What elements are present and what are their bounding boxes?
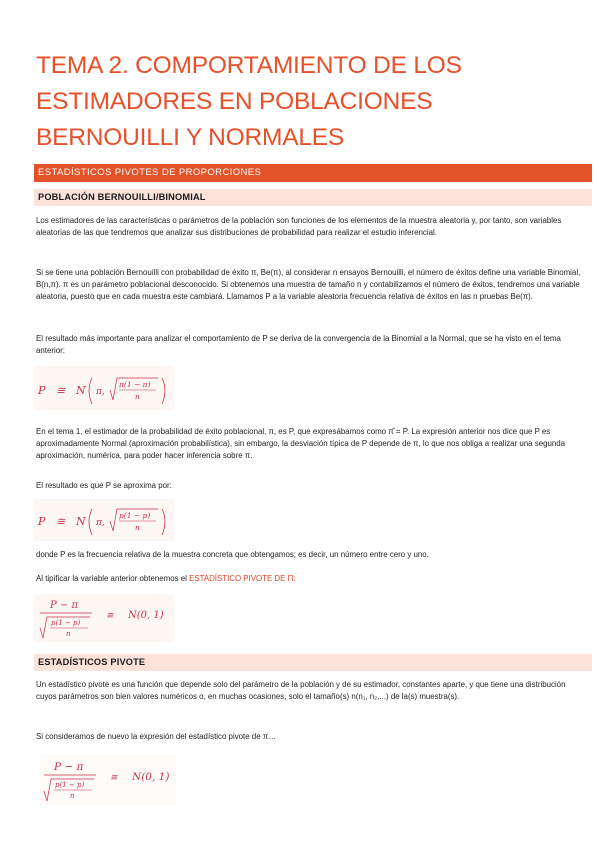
formula-root-numerator: p(1 − p) (51, 619, 81, 627)
formula-mean: π, (96, 518, 105, 528)
pivot-statistic-link-text: ESTADÍSTICO PIVOTE DE Π: (189, 574, 296, 583)
formula-standard-normal: N(0, 1) (132, 771, 170, 783)
formula-approx-symbol: ≅ (56, 515, 66, 528)
paragraph-estimator-pi-hat: En el tema 1, el estimador de la probabilidad de éxito poblacional, π, es P, que expresábamos como π̂ = P. La expresión anterior nos dice que P es aproximadamente Normal (aproximación probabilística), sin embargo, la desviación típica de P depende de π, lo que nos obliga a realizar una segunda aproximación, numérica, para poder hacer inferencia sobre π. (36, 427, 566, 461)
section-header-proportions: ESTADÍSTICOS PIVOTES DE PROPORCIONES (34, 164, 592, 182)
formula-approx-symbol: ≅ (56, 384, 66, 397)
paragraph-pivot-definition: Un estadístico pivote es una función que depende solo del parámetro de la población y de su estimador, constantes aparte, y que tiene una distribución cuyos parámetros son bien valores numéricos o, en muchas ocasiones, solo el tamaño(s) n(n₁, n₂,...) de la(s) muestra(s). (36, 680, 566, 702)
formula-variance-denominator: n (135, 523, 140, 532)
paragraph-relative-frequency: donde P es la frecuencia relativa de la muestra concreta que obtengamos; es decir, un número entre cero y uno. (36, 550, 429, 559)
document-title: TEMA 2. COMPORTAMIENTO DE LOS ESTIMADORES EN POBLACIONES BERNOUILLI Y NORMALES (36, 52, 462, 151)
formula-mean: π, (96, 387, 105, 397)
formula-pivot-statistic-repeat (40, 755, 176, 805)
formula-pivot-statistic (34, 594, 174, 642)
formula-variance-numerator: p(1 − p) (119, 511, 151, 520)
formula-approx-symbol: ≅ (106, 611, 114, 621)
formula-approx-symbol: ≅ (110, 773, 118, 783)
standardize-text: Al tipificar la variable anterior obtenemos el (36, 574, 190, 583)
paragraph-pivot-again: Si consideramos de nuevo la expresión del estadístico pivote de π… (36, 732, 277, 741)
formula-numerator: P − π (54, 761, 84, 773)
paragraph-approximation-result: El resultado es que P se aproxima por: (36, 481, 172, 490)
formula-normal-symbol: N (76, 515, 86, 528)
subheading-bernouilli-binomial: POBLACIÓN BERNOUILLI/BINOMIAL (34, 189, 592, 206)
formula-numerator: P − π (50, 600, 79, 611)
formula-root-numerator: p(1 − p) (55, 781, 85, 789)
paragraph-estimators: Los estimadores de las características o parámetros de la población son funciones de los elementos de la muestra aleatoria y, por tanto, son variables aleatorias de las que tendremos que analizar sus distribuciones de probabilidad para realizar el estudio inferencial. (36, 216, 562, 238)
formula-lhs: P (38, 515, 46, 528)
formula-p-approx-normal-pi (34, 366, 174, 410)
formula-lhs: P (38, 384, 46, 397)
formula-root-denominator: n (66, 630, 71, 638)
paragraph-bernouilli-population: Si se tiene una población Bernouilli con probabilidad de éxito π, Be(π), al considerar n ensayos Bernouilli, el número de éxitos define una variable Binomial, B(n,π). π es un parámetro poblacional desconocido. Si obtenemos una muestra de tamaño n y contabilizamos el número de éxitos, tendremos una variable aleatoria, puesto que en cada muestra este cambiará. Llamamos P a la variable aleatoria frecuencia relativa de éxitos en las n pruebas Be(π). (36, 268, 581, 302)
formula-normal-symbol: N (76, 384, 86, 397)
subheading-pivot-statistics: ESTADÍSTICOS PIVOTE (34, 654, 592, 671)
formula-standard-normal: N(0, 1) (128, 610, 164, 621)
formula-variance-numerator: π(1 − π) (119, 380, 151, 389)
formula-p-approx-normal-p (34, 499, 174, 541)
paragraph-convergence: El resultado más importante para analizar el comportamiento de P se deriva de la convergencia de la Binomial a la Normal, que se ha visto en el tema anterior: (36, 334, 561, 356)
paragraph-standardize (36, 573, 588, 585)
formula-variance-denominator: n (135, 392, 140, 401)
formula-root-denominator: n (70, 792, 75, 800)
